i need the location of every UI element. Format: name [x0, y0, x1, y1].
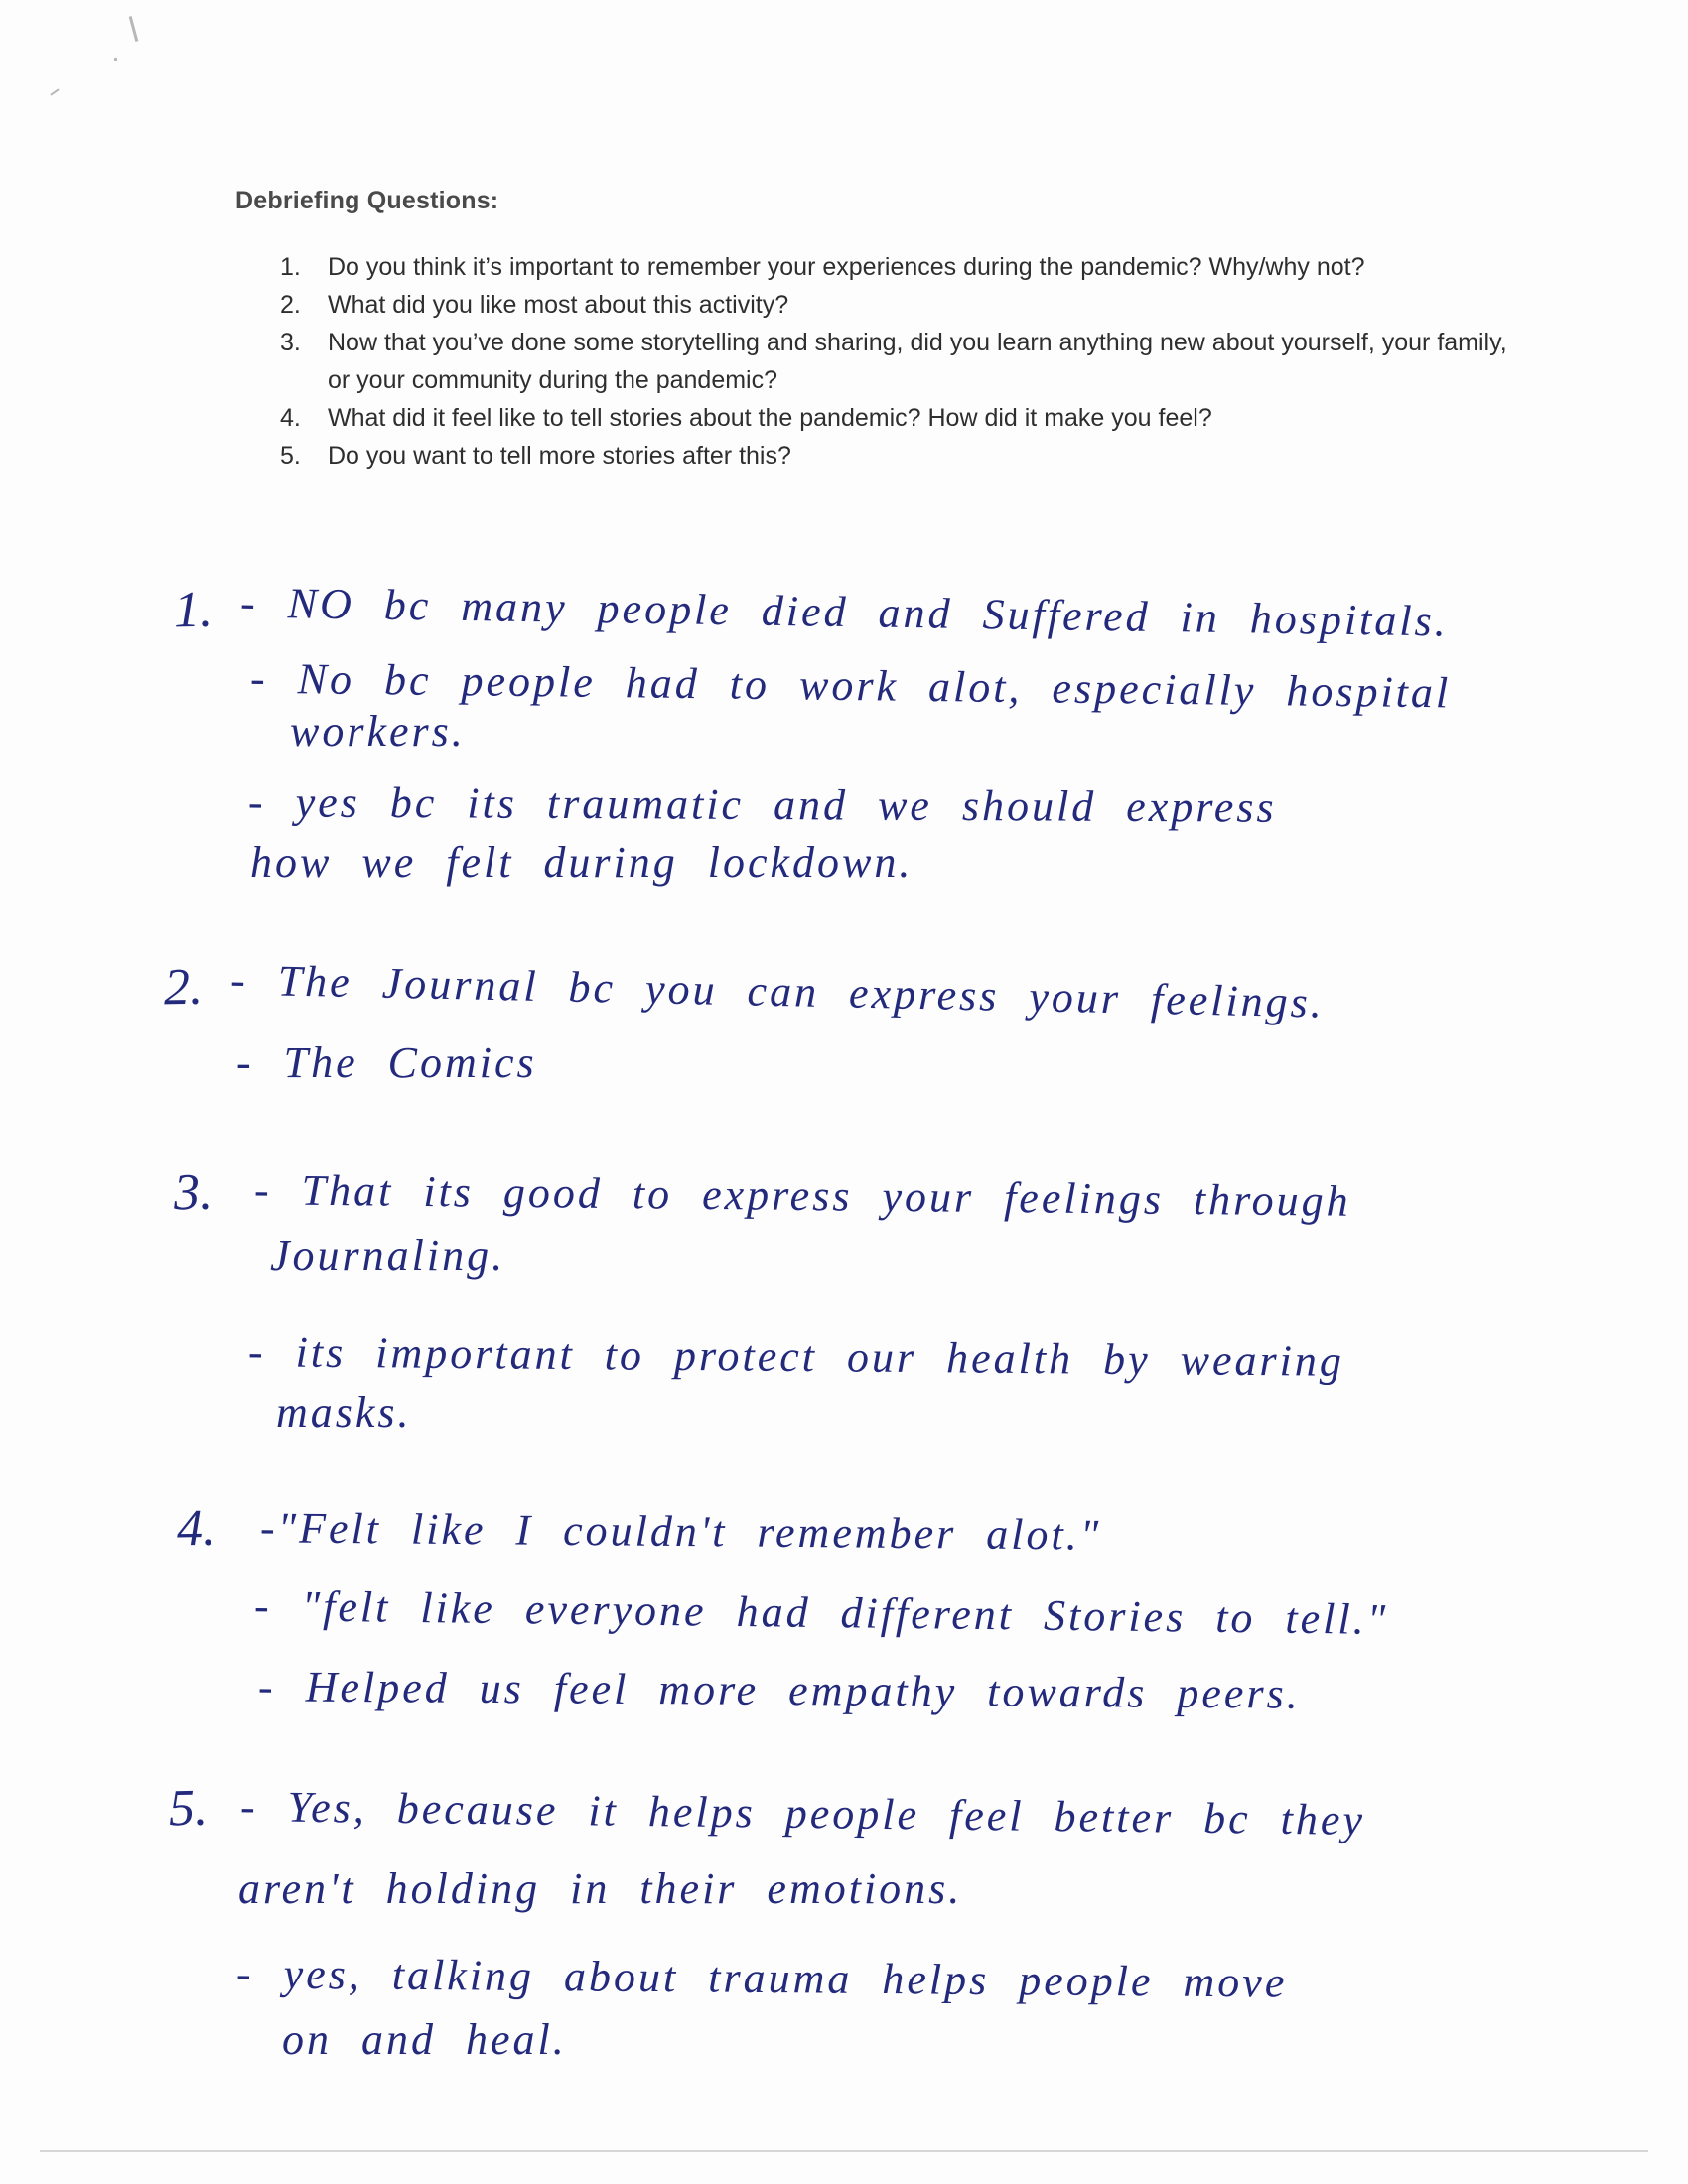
answer-3-line-1: - That its good to express your feelings through: [253, 1165, 1351, 1226]
answer-4-line-2: - "felt like everyone had different Stories to tell.": [253, 1581, 1389, 1644]
answer-5-number: 5.: [168, 1779, 209, 1838]
scan-edge-line: [40, 2150, 1648, 2152]
question-text: What did it feel like to tell stories about the pandemic? How did it make you feel?: [328, 404, 1212, 432]
answer-5-line-3: - yes, talking about trauma helps people move: [235, 1949, 1288, 2007]
question-text: Do you think it’s important to remember your experiences during the pandemic? Why/why not?: [328, 253, 1365, 281]
question-number: 1.: [280, 253, 301, 281]
answer-3-line-2: Journaling.: [270, 1231, 506, 1280]
question-text: Do you want to tell more stories after this?: [328, 442, 791, 470]
answer-3-line-4: masks.: [276, 1388, 412, 1436]
answer-1-line-3: workers.: [290, 707, 466, 755]
answer-2-line-1: - The Journal bc you can express your feelings.: [229, 955, 1326, 1027]
answer-1-number: 1.: [173, 581, 213, 639]
question-number: 3.: [280, 329, 301, 356]
question-number: 4.: [280, 404, 301, 432]
answer-1-line-2: - No bc people had to work alot, especially hospital: [249, 653, 1452, 718]
answer-3-number: 3.: [173, 1163, 213, 1222]
answer-1-line-5: how we felt during lockdown.: [250, 838, 914, 887]
answer-3-line-3: - its important to protect our health by wearing: [247, 1327, 1345, 1386]
question-text: Now that you’ve done some storytelling and sharing, did you learn anything new about yourself, your family, or your community during the pandemic?: [328, 329, 1507, 394]
answer-5-line-2: aren't holding in their emotions.: [238, 1864, 963, 1913]
answer-5-line-4: on and heal.: [282, 2015, 567, 2064]
question-number: 2.: [280, 291, 301, 319]
question-text: What did you like most about this activity?: [328, 291, 789, 319]
answer-5-line-1: - Yes, because it helps people feel better bc they: [239, 1782, 1366, 1844]
answer-1-line-1: - NO bc many people died and Suffered in hospitals.: [239, 578, 1450, 646]
answer-4-line-1: -"Felt like I couldn't remember alot.": [259, 1503, 1102, 1560]
page-title: Debriefing Questions:: [235, 187, 499, 214]
answer-2-line-2: - The Comics: [236, 1038, 537, 1087]
answer-1-line-4: - yes bc its traumatic and we should express: [247, 777, 1277, 832]
answer-4-line-3: - Helped us feel more empathy towards peers.: [257, 1662, 1301, 1718]
answer-2-number: 2.: [163, 958, 204, 1017]
question-number: 5.: [280, 442, 301, 470]
answer-4-number: 4.: [176, 1499, 216, 1558]
